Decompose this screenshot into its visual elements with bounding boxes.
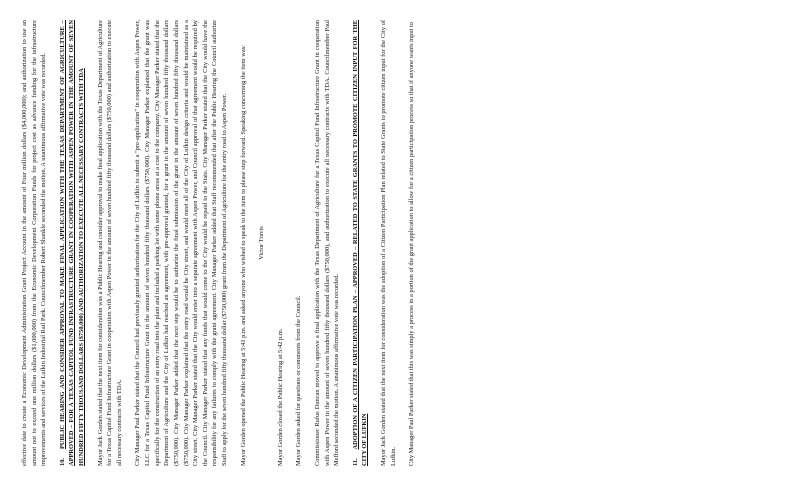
item-10-heading: [58, 20, 87, 466]
paragraph-mayor-intro-10: Mayor Jack Gorden stated that the next item for consideration was a Public Hearing and consider approval to make final application with the Texas Department of Agriculture for a Texas Capitol Fund Infrastructure Grant in cooperation with Aspen Power in the amount of seven hundred fifty thousand dollars ($750,000) and authorization to execute all necessary contracts with TDA.: [96, 20, 123, 466]
item-11-title: ADOPTION OF A CITIZEN PARTICIPATION PLAN – APPROVED – RELATED TO STATE GRANTS TO PROMOTE CITIZEN INPUT FOR THE CITY OF LUFKIN: [351, 20, 369, 466]
paragraph-public-hearing-open: Mayor Gorden opened the Public Hearing at 5:41 p.m. and asked anyone who wished to speak to the item to please step forward. Speaking concerning the item was:: [239, 45, 247, 466]
paragraph-city-manager-10: City Manager Paul Parker stated that the Council had previously granted authorization for the City of Lufkin to submit a "pre-application" in cooperation with Aspen Power, LLC for a Texas Capitol Fund Infrastructure Grant in the amount of seven hundred fifty thousand dollars ($750,000). City Manager Parker explained that the grant was specifically for the construction of an entry road into the plant and included a parking lot with some phone areas at a cost to the company. City Manager Parker stated that the Department of Agriculture and the City of Lufkin had reached an agreement, with pre-approval granted, for a grant in the amount of seven hundred fifty thousand dollars ($750,000). City Manager Parker added that the next step would be to authorize the final submission of the grant in the amount of seven hundred fifty thousand dollars ($750,000). City Manager Parker explained that the entry road would be City street, and would meet all of the City of Lufkin design criteria and would be maintained as a City street. City Manager Parker stated that the City would enter into a separate agreement with Aspen Power, and Council approval of that agreement would be required by the Council. City Manager Parker stated that any funds that would come to the City would be repaid to the State. City Manager Parker stated that the City would have the responsibility for any failures to comply with the grant agreement. City Manager Parker added that Staff recommended that after the Public Hearing the Council authorize Staff to apply for the seven hundred fifty thousand dollar ($750,000) grant from the Department of Agriculture for the entry road to Aspen Power.: [134, 20, 228, 466]
item-10-title: PUBLIC HEARING AND CONSIDER APPROVAL TO MAKE FINAL APPLICATION WITH THE TEXAS DEPARTMENT OF AGRICULTURE – APPROVED – FOR A TEXAS CAPITOL FUND INFRASTRUCTURE GRANT IN COOPERATION WITH ASPEN POWER IN THE AMOUNT OF SEVEN HUNDRED FIFTY THOUSAND DOLLARS ($750,000) AND AUTHORIZATION TO EXECUTE ALL NECESSARY CONTRACTS WITH TDA: [58, 20, 86, 466]
paragraph-questions: Mayor Gorden asked for questions or comments from the Council.: [295, 295, 303, 466]
speaker-name: Victor Travis: [258, 226, 266, 260]
paragraph-city-manager-11: City Manager Paul Parker stated that this was simply a process in a portion of the grant application to allow for a citizen participation process so that if anyone wants input to: [408, 22, 416, 466]
rotated-minutes-page: [20, 20, 780, 466]
item-10-number: 10.: [58, 458, 66, 466]
paragraph-eda-account: effective date to create a Economic Development Administration Grant Project Account in the amount of Four million dollars ($4,000,000); and authorization to use an amount not to exceed one million dollars ($1,000,000) from the Economic Development Corporation Funds for project cost as advance funding for the infrastructure improvements and services of the Lufkin Industrial Rail Park. Councilmember Robert Shankle seconded the motion. A unanimous affirmative vote was recorded.: [21, 20, 48, 466]
item-11-number: 11.: [351, 458, 359, 466]
paragraph-public-hearing-closed: Mayor Gorden closed the Public Hearing at 5:42 p.m.: [276, 328, 284, 466]
paragraph-motion-10: Commissioner Rufus Duncan moved to approve a final application with the Texas Department of Agriculture for a Texas Capitol Fund Infrastructure Grant in cooperation with Aspen Power in the amount of seven hundred fifty thousand dollars ($750,000), and authorization to execute all necessary contracts with TDA. Councilmember Paul Mefford seconded the motion. A unanimous affirmative vote was recorded.: [314, 20, 341, 466]
item-11-heading: [351, 20, 370, 466]
paragraph-mayor-intro-11: Mayor Jack Gorden stated that the next item for consideration was the adoption of a Citizen Participation Plan related to State Grants to promote citizen input for the City of Lufkin.: [380, 20, 397, 466]
